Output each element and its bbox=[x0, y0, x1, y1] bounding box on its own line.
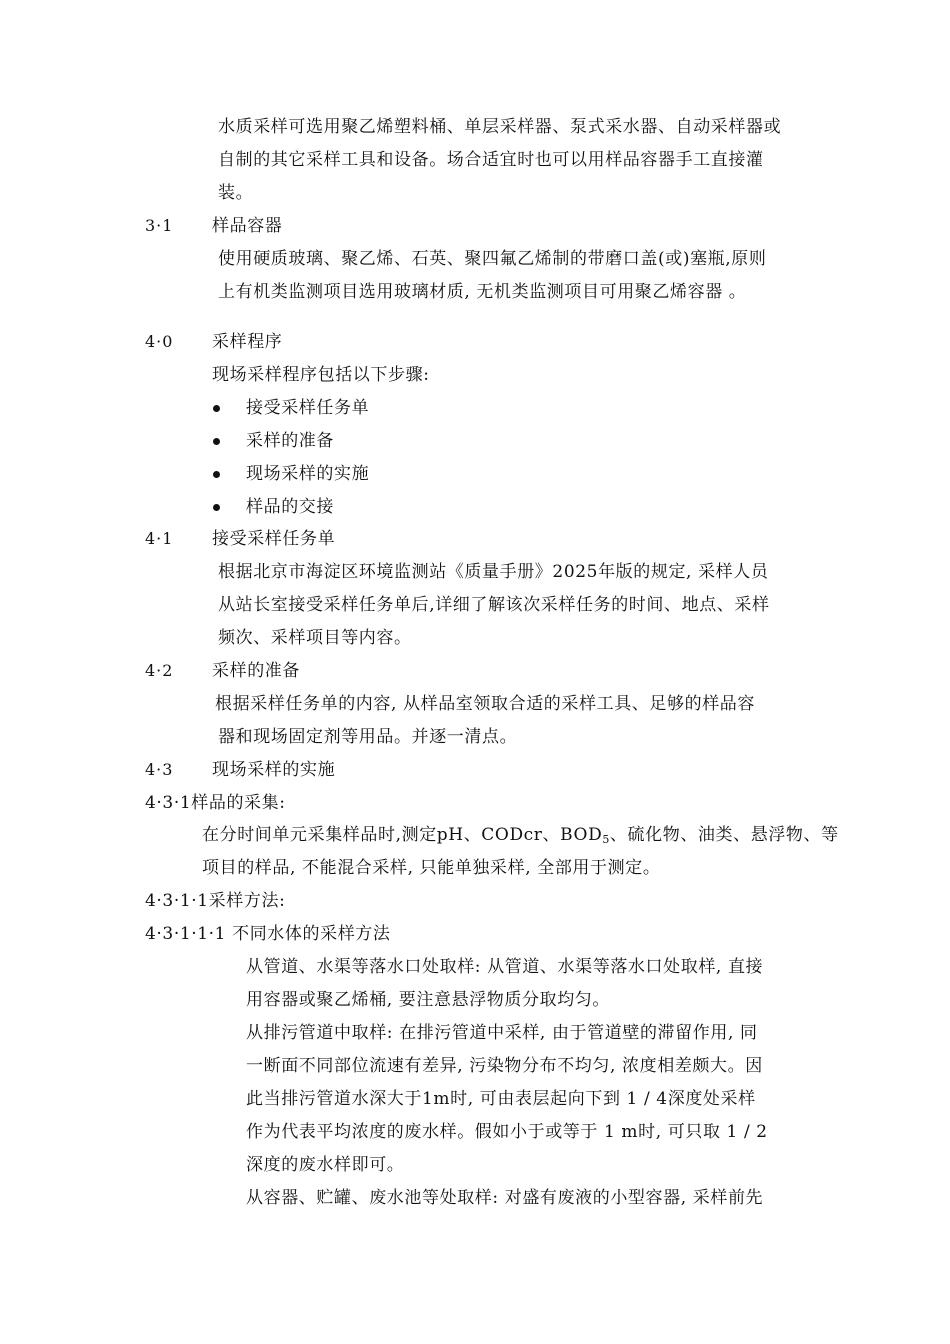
bullet-icon bbox=[213, 504, 220, 511]
section-4-2-line-2: 器和现场固定剂等用品。并逐一清点。 bbox=[218, 727, 518, 747]
section-3-1-line-2: 上有机类监测项目选用玻璃材质, 无机类监测项目可用聚乙烯容器 。 bbox=[218, 282, 747, 302]
section-4-3-1-heading: 4·3·1样品的采集: bbox=[145, 793, 286, 813]
intro-line-2: 自制的其它采样工具和设备。场合适宜时也可以用样品容器手工直接灌 bbox=[218, 150, 764, 170]
bullet-icon bbox=[213, 405, 220, 412]
section-4-3-title: 现场采样的实施 bbox=[212, 760, 336, 780]
item-b-line-4: 作为代表平均浓度的废水样。假如小于或等于 1 m时, 可只取 1 / 2 bbox=[246, 1122, 768, 1142]
step-item: 接受采样任务单 bbox=[246, 398, 370, 418]
bullet-icon bbox=[213, 471, 220, 478]
item-c-line-1: 从容器、贮罐、废水池等处取样: 对盛有废液的小型容器, 采样前先 bbox=[246, 1188, 764, 1208]
section-4-1-line-3: 频次、采样项目等内容。 bbox=[218, 628, 412, 648]
section-4-0-number: 4·0 bbox=[145, 332, 174, 351]
item-a-line-1: 从管道、水渠等落水口处取样: 从管道、水渠等落水口处取样, 直接 bbox=[246, 957, 764, 977]
bullet-icon bbox=[213, 438, 220, 445]
section-4-3-1-line-2: 项目的样品, 不能混合采样, 只能单独采样, 全部用于测定。 bbox=[202, 858, 661, 878]
item-b-line-2: 一断面不同部位流速有差异, 污染物分布不均匀, 浓度相差颇大。因 bbox=[246, 1056, 763, 1076]
step-item: 采样的准备 bbox=[246, 431, 334, 451]
section-4-3-1-line-1-a: 在分时间单元采集样品时,测定pH、CODcr、BOD bbox=[202, 825, 603, 845]
item-a-line-2: 用容器或聚乙烯桶, 要注意悬浮物质分取均匀。 bbox=[246, 990, 611, 1010]
step-item: 样品的交接 bbox=[246, 497, 334, 517]
intro-line-3: 装。 bbox=[218, 183, 254, 203]
section-3-1-number: 3·1 bbox=[145, 216, 174, 235]
section-4-0-title: 采样程序 bbox=[212, 332, 283, 352]
section-3-1-line-1: 使用硬质玻璃、聚乙烯、石英、聚四氟乙烯制的带磨口盖(或)塞瓶,原则 bbox=[218, 249, 767, 269]
section-4-0-intro: 现场采样程序包括以下步骤: bbox=[212, 365, 430, 385]
section-4-1-number: 4·1 bbox=[145, 529, 174, 548]
section-4-2-title: 采样的准备 bbox=[212, 661, 300, 681]
section-4-3-1-line-1-b: 、硫化物、油类、悬浮物、等 bbox=[609, 825, 839, 845]
section-4-3-1-1-1-heading: 4·3·1·1·1 不同水体的采样方法 bbox=[145, 924, 391, 944]
section-4-3-1-line-1 bbox=[202, 824, 839, 851]
section-4-3-number: 4·3 bbox=[145, 760, 174, 779]
section-3-1-title: 样品容器 bbox=[212, 216, 283, 236]
section-4-1-line-2: 从站长室接受采样任务单后,详细了解该次采样任务的时间、地点、采样 bbox=[218, 595, 770, 615]
bod-subscript: 5 bbox=[602, 833, 610, 846]
section-4-1-title: 接受采样任务单 bbox=[212, 529, 336, 549]
item-b-line-3: 此当排污管道水深大于1m时, 可由表层起向下到 1 / 4深度处采样 bbox=[246, 1089, 756, 1109]
section-4-3-1-1-heading: 4·3·1·1采样方法: bbox=[145, 891, 286, 911]
intro-line-1: 水质采样可选用聚乙烯塑料桶、单层采样器、泵式采水器、自动采样器或 bbox=[218, 117, 782, 137]
section-4-2-number: 4·2 bbox=[145, 661, 174, 680]
item-b-line-1: 从排污管道中取样: 在排污管道中采样, 由于管道壁的滞留作用, 同 bbox=[246, 1023, 758, 1043]
item-b-line-5: 深度的废水样即可。 bbox=[246, 1155, 405, 1175]
step-item: 现场采样的实施 bbox=[246, 464, 370, 484]
section-4-1-line-1: 根据北京市海淀区环境监测站《质量手册》2025年版的规定, 采样人员 bbox=[218, 562, 769, 582]
section-4-2-line-1: 根据采样任务单的内容, 从样品室领取合适的采样工具、足够的样品容 bbox=[215, 694, 756, 714]
